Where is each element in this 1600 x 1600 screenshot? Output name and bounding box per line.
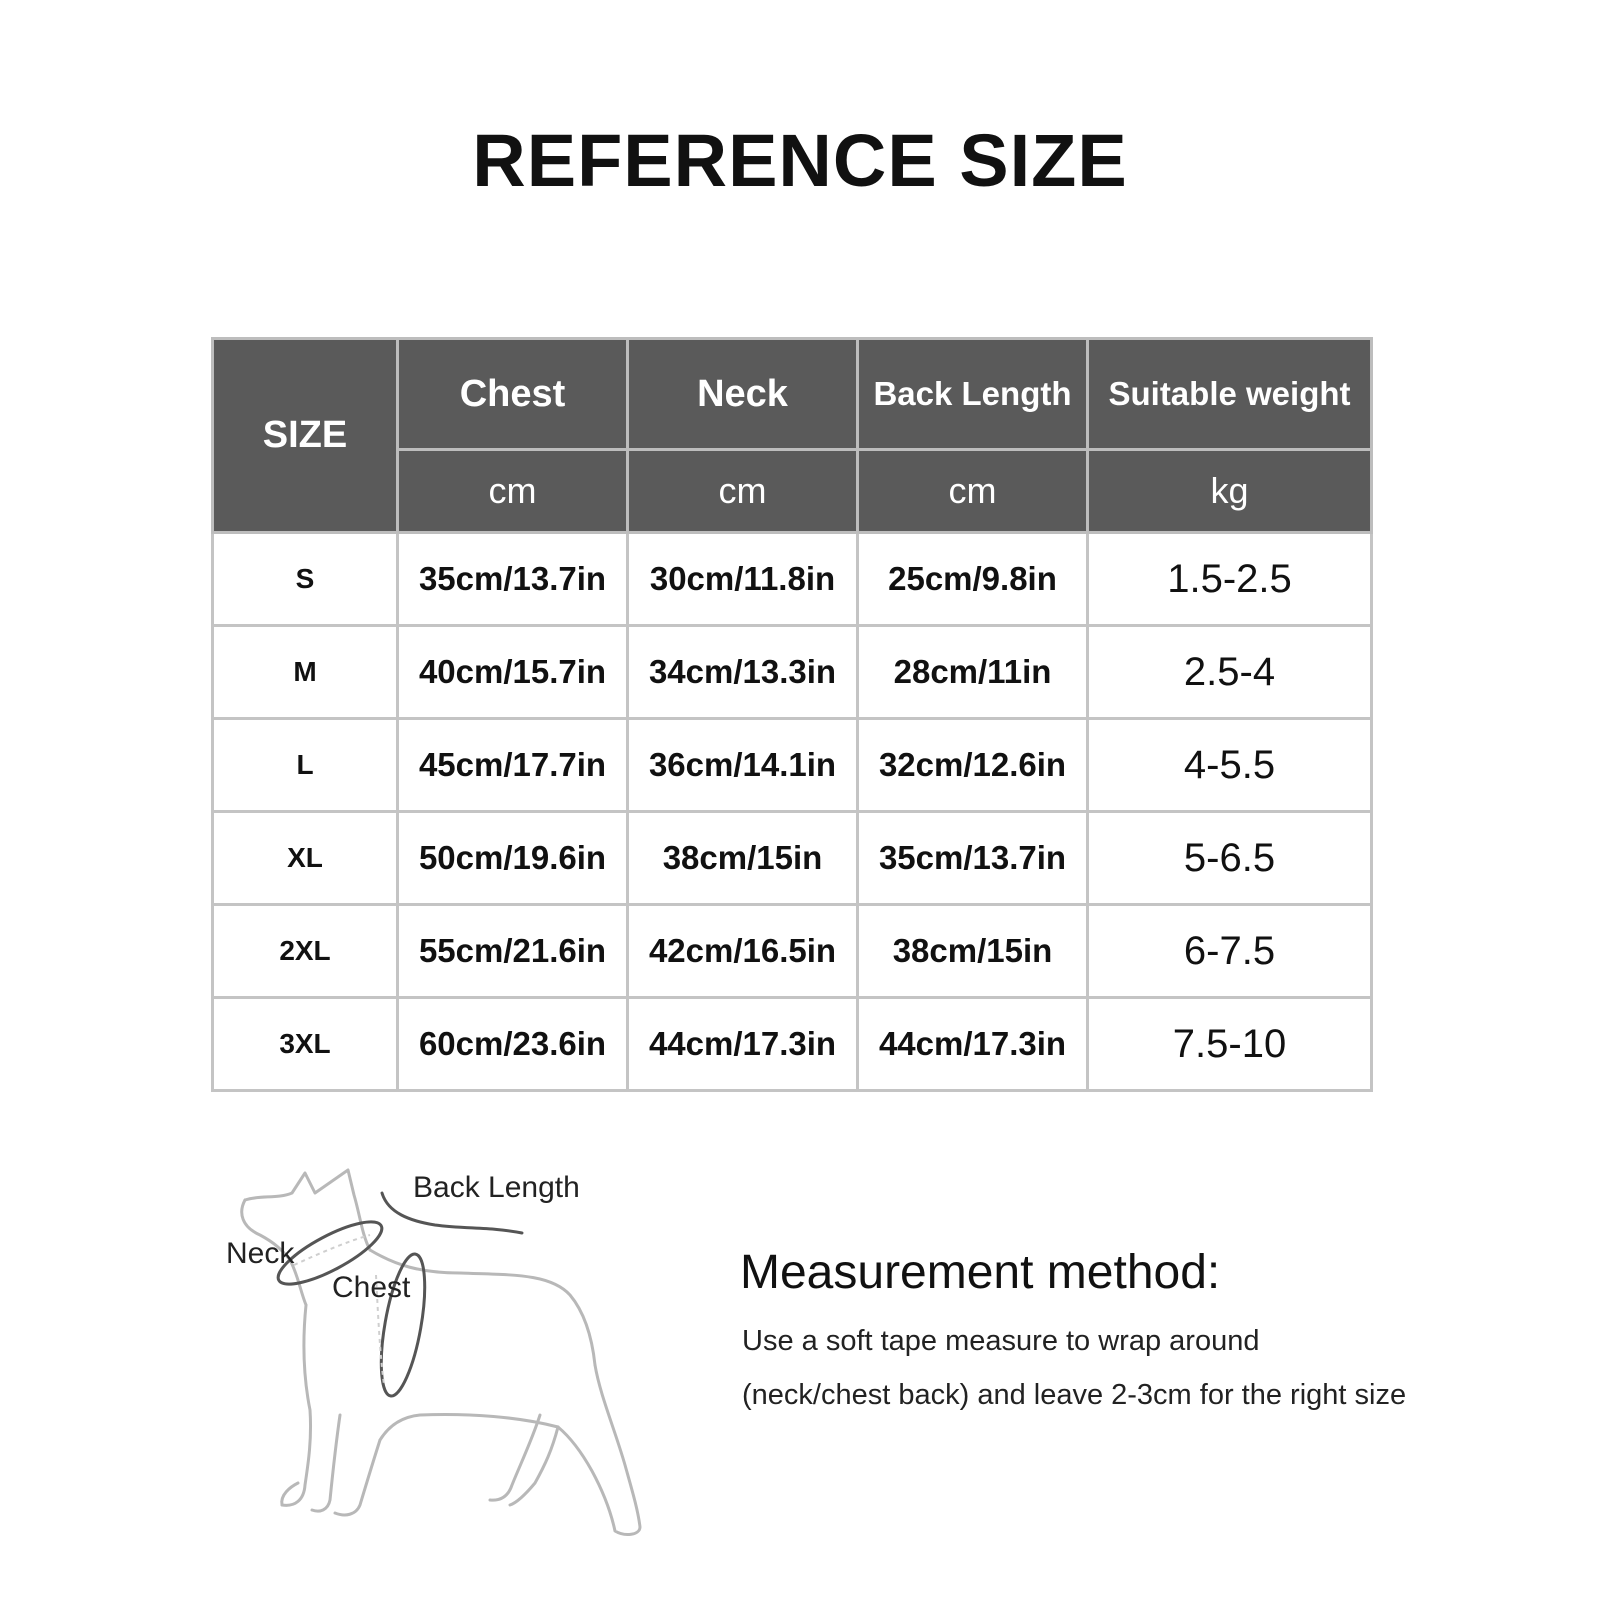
weight-cell: 5-6.5 xyxy=(1088,812,1372,905)
chest-cell: 45cm/17.7in xyxy=(398,719,628,812)
neck-cell: 42cm/16.5in xyxy=(628,905,858,998)
dog-outline-icon xyxy=(220,1165,680,1565)
page-title: REFERENCE SIZE xyxy=(472,119,1128,202)
neck-cell: 30cm/11.8in xyxy=(628,533,858,626)
chest-cell: 50cm/19.6in xyxy=(398,812,628,905)
back-length-cell: 28cm/11in xyxy=(858,626,1088,719)
measurement-method-title: Measurement method: xyxy=(740,1246,1221,1299)
chest-cell: 55cm/21.6in xyxy=(398,905,628,998)
back-length-unit: cm xyxy=(858,450,1088,533)
weight-cell: 1.5-2.5 xyxy=(1088,533,1372,626)
neck-cell: 38cm/15in xyxy=(628,812,858,905)
size-cell: L xyxy=(213,719,398,812)
measurement-instruction-line-1: Use a soft tape measure to wrap around xyxy=(742,1325,1260,1357)
neck-cell: 36cm/14.1in xyxy=(628,719,858,812)
back-length-column-header: Back Length xyxy=(858,339,1088,450)
weight-cell: 2.5-4 xyxy=(1088,626,1372,719)
table-row xyxy=(213,626,1372,719)
chest-cell: 40cm/15.7in xyxy=(398,626,628,719)
neck-label: Neck xyxy=(226,1237,295,1270)
back-length-cell: 25cm/9.8in xyxy=(858,533,1088,626)
dog-measurement-diagram xyxy=(220,1165,680,1565)
weight-cell: 4-5.5 xyxy=(1088,719,1372,812)
weight-column-header: Suitable weight xyxy=(1088,339,1372,450)
neck-cell: 44cm/17.3in xyxy=(628,998,858,1091)
size-table xyxy=(211,337,1373,1092)
back-length-cell: 35cm/13.7in xyxy=(858,812,1088,905)
measurement-instruction-line-2: (neck/chest back) and leave 2-3cm for the right size xyxy=(742,1379,1407,1411)
size-cell: 2XL xyxy=(213,905,398,998)
neck-cell: 34cm/13.3in xyxy=(628,626,858,719)
size-cell: M xyxy=(213,626,398,719)
size-cell: S xyxy=(213,533,398,626)
table-row xyxy=(213,998,1372,1091)
size-cell: XL xyxy=(213,812,398,905)
back-length-label: Back Length xyxy=(413,1171,580,1204)
table-row xyxy=(213,812,1372,905)
back-length-cell: 38cm/15in xyxy=(858,905,1088,998)
chest-column-header: Chest xyxy=(398,339,628,450)
chest-cell: 60cm/23.6in xyxy=(398,998,628,1091)
size-cell: 3XL xyxy=(213,998,398,1091)
weight-cell: 7.5-10 xyxy=(1088,998,1372,1091)
neck-unit: cm xyxy=(628,450,858,533)
size-column-header: SIZE xyxy=(213,339,398,533)
weight-cell: 6-7.5 xyxy=(1088,905,1372,998)
chest-cell: 35cm/13.7in xyxy=(398,533,628,626)
chest-label: Chest xyxy=(332,1271,411,1304)
table-row xyxy=(213,533,1372,626)
back-length-cell: 32cm/12.6in xyxy=(858,719,1088,812)
weight-unit: kg xyxy=(1088,450,1372,533)
chest-unit: cm xyxy=(398,450,628,533)
back-length-cell: 44cm/17.3in xyxy=(858,998,1088,1091)
table-row xyxy=(213,905,1372,998)
table-row xyxy=(213,719,1372,812)
neck-column-header: Neck xyxy=(628,339,858,450)
